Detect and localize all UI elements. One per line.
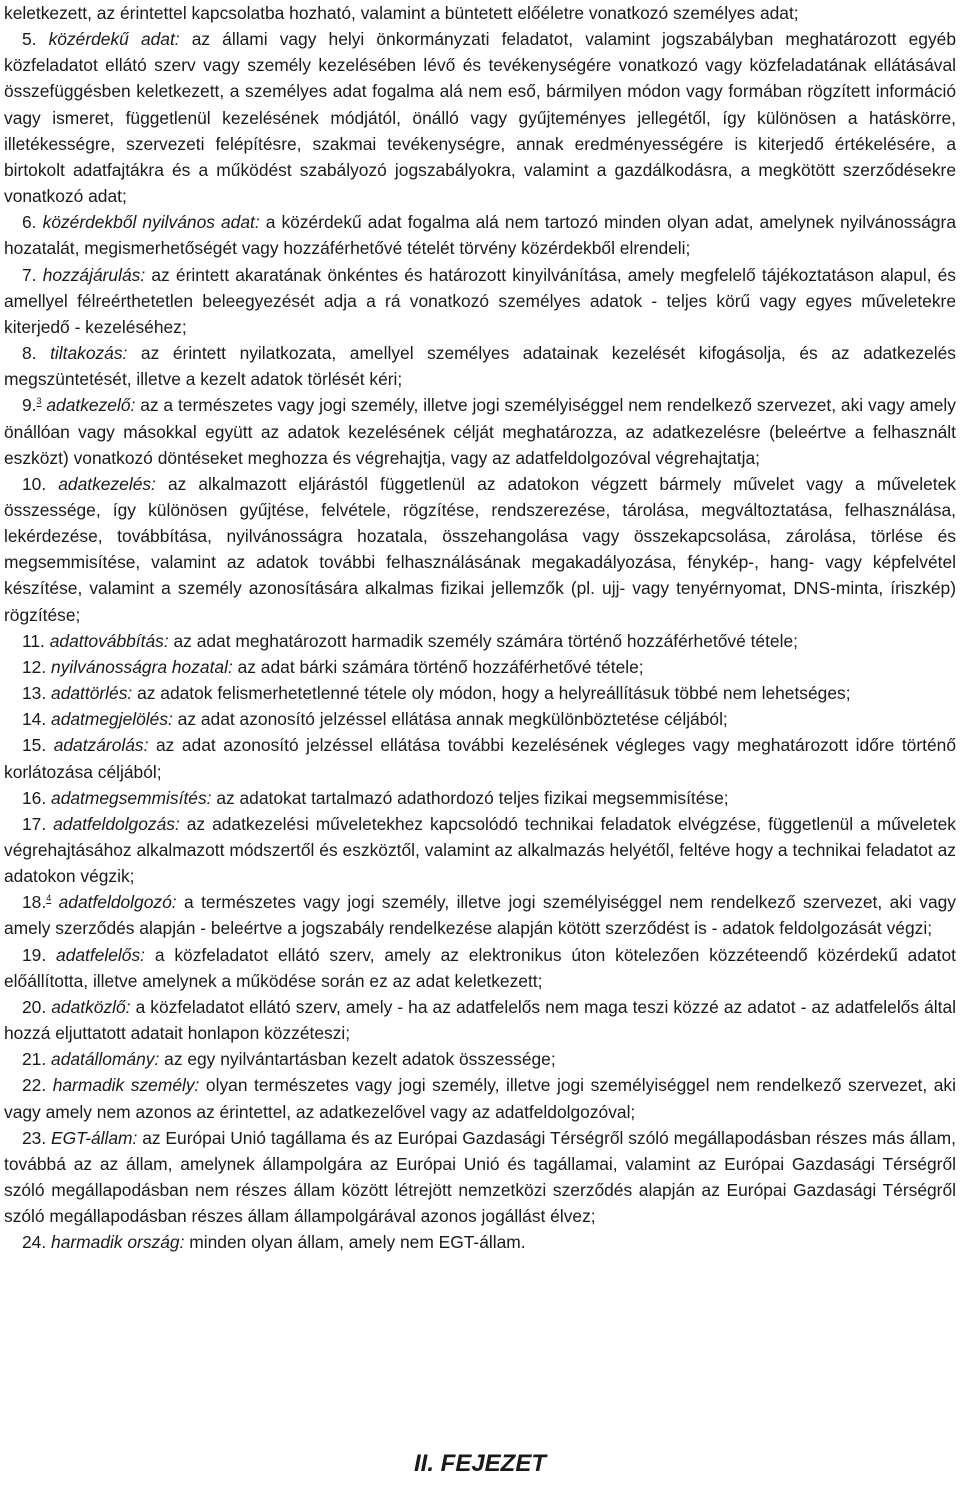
item-number: 12.	[22, 656, 47, 677]
item-number: 15.	[22, 735, 47, 756]
item-number: 22.	[22, 1075, 47, 1096]
definition-item	[4, 1229, 956, 1255]
item-text: az adat azonosító jelzéssel ellátása további kezelésének végleges vagy meghatározott időre történő korlátozása céljából;	[4, 735, 956, 782]
item-term: tiltakozás:	[50, 343, 128, 364]
definition-item	[4, 209, 956, 261]
item-term: adatmegjelölés:	[51, 709, 173, 730]
chapter-heading: II. FEJEZET	[413, 1450, 547, 1477]
item-text: az adatkezelési műveletekhez kapcsolódó technikai feladatok elvégzése, függetlenül a műveletek végrehajtásához alkalmazott módszertől és eszköztől, valamint az alkalmazás helyétől, feltéve hogy a technikai feladatot az adatokon végzik;	[4, 813, 956, 887]
definition-item	[4, 26, 956, 209]
item-term: adatközlő:	[51, 996, 131, 1017]
item-number: 13.	[22, 683, 47, 704]
item-text: a közfeladatot ellátó szerv, amely - ha az adatfelelős nem maga teszi közzé az adatot - az adatfelelős által hozzá eljuttatott adatait honlapon közzéteszi;	[4, 996, 956, 1044]
definition-item	[4, 340, 956, 392]
item-term: nyilvánosságra hozatal:	[51, 656, 233, 677]
item-number: 21.	[22, 1049, 47, 1070]
item-number: 24.	[22, 1232, 47, 1253]
item-text: olyan természetes vagy jogi személy, illetve jogi személyiséggel nem rendelkező szervezet, aki vagy amely nem azonos az érintettel, az adatkezelővel vagy az adatfeldolgozóval;	[4, 1075, 956, 1122]
item-number: 16.	[22, 787, 47, 808]
item-text: minden olyan állam, amely nem EGT-állam.	[184, 1232, 526, 1253]
definition-item	[4, 654, 956, 680]
definition-item	[4, 732, 956, 784]
document-body	[4, 0, 956, 1256]
item-text: a közérdekű adat fogalma alá nem tartozó minden olyan adat, amelynek nyilvánosságra hozatalát, megismerhetőségét vagy hozzáférhetővé tételét törvény közérdekből elrendeli;	[4, 212, 957, 259]
definition-item	[4, 471, 956, 628]
item-text: az Európai Unió tagállama és az Európai Gazdasági Térségről szóló megállapodásban részes más állam, továbbá az az állam, amelynek állampolgára az Európai Unió és tagállamai, valamint az Európai Gazdasági Térségről szóló megállapodásban nem részes állam között létrejött nemzetközi szerződés alapján az Európai Gazdasági Térségről szóló megállapodásban részes állam állampolgárával azonos jogállást élvez;	[4, 1127, 956, 1227]
item-text: az adatokat tartalmazó adathordozó teljes fizikai megsemmisítése;	[211, 787, 729, 808]
intro-paragraph: keletkezett, az érintettel kapcsolatba hozható, valamint a büntetett előéletre vonatkozó személyes adat;	[4, 3, 799, 23]
item-term: hozzájárulás:	[42, 264, 146, 285]
definition-item	[4, 785, 956, 811]
item-text: az adat azonosító jelzéssel ellátása annak megkülönböztetése céljából;	[172, 709, 728, 730]
item-number: 17.	[22, 813, 47, 834]
definition-item	[4, 262, 956, 340]
item-number: 19.	[22, 944, 47, 965]
item-term: adatállomány:	[51, 1049, 160, 1070]
item-term: adatfeldolgozás:	[53, 813, 180, 834]
item-term: adattörlés:	[51, 683, 133, 704]
definition-item	[4, 1046, 956, 1072]
definition-item	[4, 1072, 956, 1124]
item-text: az egy nyilvántartásban kezelt adatok összessége;	[159, 1049, 556, 1070]
item-number: 6.	[22, 212, 37, 233]
definition-item	[4, 706, 956, 732]
definition-item	[4, 1125, 956, 1230]
item-term: adatfelelős:	[56, 944, 145, 965]
definition-item	[4, 628, 956, 654]
footnote-ref-link[interactable]: 4	[46, 893, 52, 904]
item-term: EGT-állam:	[51, 1127, 138, 1148]
item-number: 8.	[22, 343, 37, 364]
item-term: közérdekű adat:	[48, 29, 180, 50]
item-term: adatkezelés:	[58, 473, 156, 494]
item-number: 9.	[22, 395, 37, 416]
item-term: közérdekből nyilvános adat:	[42, 212, 260, 233]
item-number: 14.	[22, 709, 47, 730]
item-number: 5.	[22, 29, 37, 50]
definition-item	[4, 942, 956, 994]
item-number: 20.	[22, 996, 47, 1017]
definition-item	[4, 392, 956, 470]
item-term: harmadik ország:	[51, 1232, 185, 1253]
definition-item	[4, 994, 956, 1046]
footnote-ref-link[interactable]: 3	[36, 396, 42, 407]
item-text: az állami vagy helyi önkormányzati feladatot, valamint jogszabályban meghatározott egyéb közfeladatot ellátó szerv vagy személy kezelésében lévő és tevékenységére vonatkozó vagy közfeladatának ellátásával összefüggésben keletkezett, a személyes adat fogalma alá nem eső, bármilyen módon vagy formában rögzített információ vagy ismeret, függetlenül kezelésének módjától, önálló vagy gyűjteményes jellegétől, így különösen a hatáskörre, illetékességre, szervezeti felépítésre, szakmai tevékenységre, annak eredményességére is kiterjedő értékelésére, a birtokolt adatfajtákra és a működést szabályozó jogszabályokra, valamint a gazdálkodásra, a megkötött szerződésekre vonatkozó adat;	[4, 29, 956, 207]
item-text: az érintett nyilatkozata, amellyel személyes adatainak kezelését kifogásolja, és az adatkezelés megszüntetését, illetve a kezelt adatok törlését kéri;	[4, 343, 956, 390]
item-term: adattovábbítás:	[49, 630, 169, 651]
definition-item	[4, 680, 956, 706]
item-number: 23.	[22, 1127, 47, 1148]
item-number: 10.	[22, 473, 47, 494]
item-text: az alkalmazott eljárástól függetlenül az adatokon végzett bármely művelet vagy a műveletek összessége, így különösen gyűjtése, felvétele, rögzítése, rendszerezése, tárolása, megváltoztatása, felhasználása, lekérdezése, továbbítása, nyilvánosságra hozatala, összehangolása vagy összekapcsolása, zárolása, törlése és megsemmisítése, valamint az adatok további felhasználásának megakadályozása, fénykép-, hang- vagy képfelvétel készítése, valamint a személy azonosítására alkalmas fizikai jellemzők (pl. ujj- vagy tenyérnyomat, DNS-minta, íriszkép) rögzítése;	[4, 473, 956, 625]
item-text: az érintett akaratának önkéntes és határozott kinyilvánítása, amely megfelelő tájékoztatáson alapul, és amellyel félreérthetetlen beleegyezését adja a rá vonatkozó személyes adatok - teljes körű vagy egyes műveletekre kiterjedő - kezeléséhez;	[4, 264, 956, 337]
item-number: 7.	[22, 264, 37, 285]
item-text: a természetes vagy jogi személy, illetve jogi személyiséggel nem rendelkező szervezet, aki vagy amely szerződés alapján - beleértve a jogszabály rendelkezése alapján kötött szerződést is - adatok feldolgozását végzi;	[4, 892, 956, 939]
item-text: az adat bárki számára történő hozzáférhetővé tétele;	[232, 656, 644, 677]
item-text: a közfeladatot ellátó szerv, amely az elektronikus úton kötelezően közzéteendő közérdekű adatot előállította, illetve amelynek a működése során ez az adat keletkezett;	[4, 944, 956, 991]
item-term: adatzárolás:	[53, 735, 149, 756]
item-number: 18.	[22, 892, 47, 913]
item-text: az adat meghatározott harmadik személy számára történő hozzáférhetővé tétele;	[168, 630, 798, 651]
definition-item	[4, 889, 956, 941]
item-text: az adatok felismerhetetlenné tétele oly módon, hogy a helyreállításuk többé nem lehetséges;	[132, 683, 851, 704]
item-term: adatkezelő:	[46, 395, 136, 416]
item-term: adatmegsemmisítés:	[51, 787, 212, 808]
item-term: adatfeldolgozó:	[58, 892, 177, 913]
item-text: az a természetes vagy jogi személy, illetve jogi személyiséggel nem rendelkező szervezet, aki vagy amely önállóan vagy másokkal együtt az adatok kezelésének célját meghatározza, az adatkezelésre (beleértve a felhasznált eszközt) vonatkozó döntéseket meghozza és végrehajtja, vagy az adatfeldolgozóval végrehajtatja;	[4, 395, 956, 468]
definition-item	[4, 811, 956, 889]
item-number: 11.	[22, 630, 45, 651]
item-term: harmadik személy:	[52, 1075, 200, 1096]
